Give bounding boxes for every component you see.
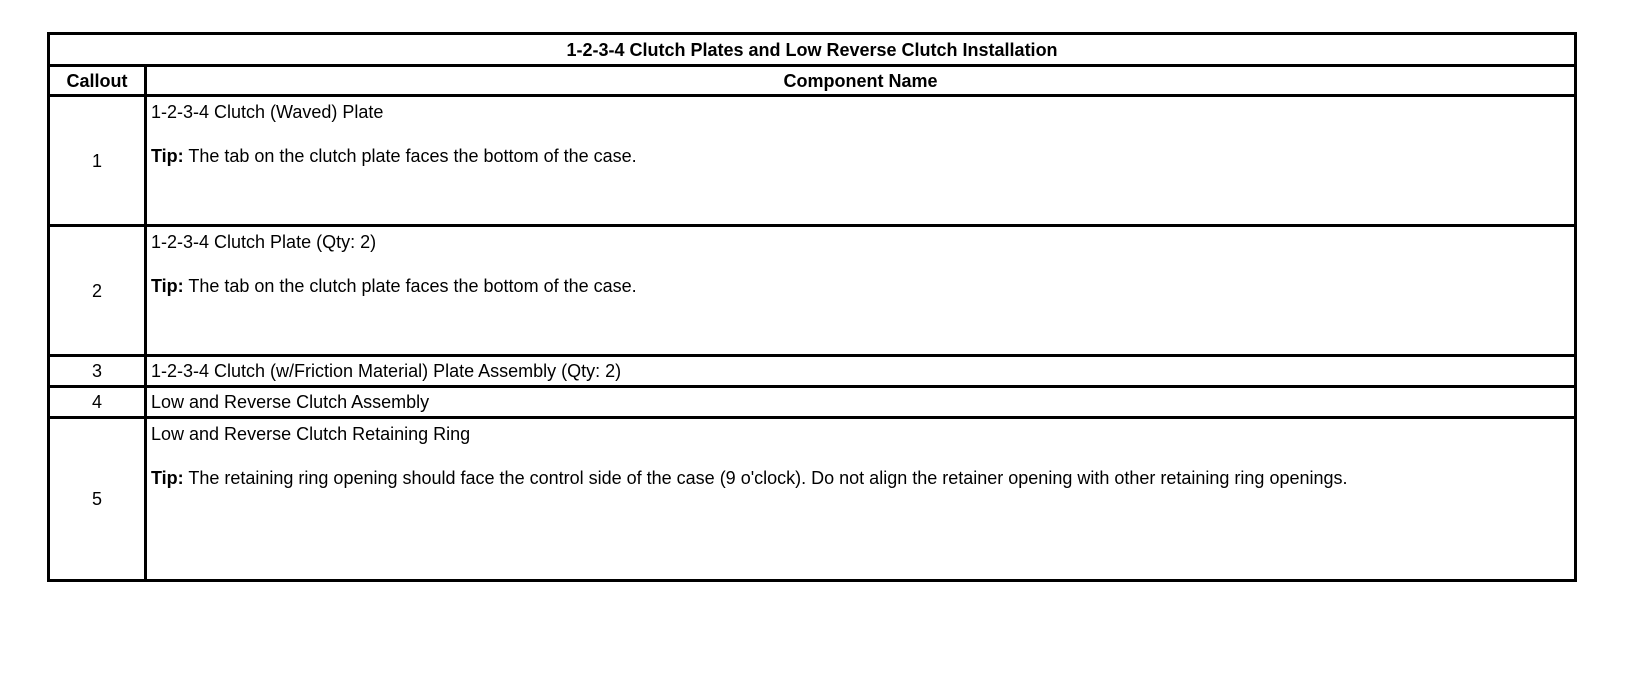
callout-number: 3 [49,356,146,387]
component-name: 1-2-3-4 Clutch (Waved) Plate [151,102,384,122]
tip-note [151,145,1570,167]
callout-number: 1 [49,96,146,226]
tip-note [151,275,1570,297]
tip-note [151,467,1570,489]
callout-number: 4 [49,387,146,418]
tip-text: The tab on the clutch plate faces the bottom of the case. [183,276,637,296]
component-name: 1-2-3-4 Clutch Plate (Qty: 2) [151,232,377,252]
component-name: Low and Reverse Clutch Assembly [146,387,1576,418]
component-name: 1-2-3-4 Clutch (w/Friction Material) Plate Assembly (Qty: 2) [146,356,1576,387]
table-header-row [49,66,1576,96]
callout-number: 5 [49,418,146,581]
tip-label: Tip: [151,146,184,166]
column-header-callout: Callout [49,66,146,96]
tip-text: The tab on the clutch plate faces the bottom of the case. [183,146,637,166]
component-cell [146,418,1576,581]
table-title: 1-2-3-4 Clutch Plates and Low Reverse Clutch Installation [49,34,1576,66]
component-table [47,32,1577,582]
column-header-component-name: Component Name [146,66,1576,96]
table-title-row [49,34,1576,66]
component-table-container [47,32,1577,582]
table-row [49,96,1576,226]
tip-text: The retaining ring opening should face the control side of the case (9 o'clock). Do not align the retainer opening with other retaining ring openings. [183,468,1348,488]
table-row [49,418,1576,581]
component-name: Low and Reverse Clutch Retaining Ring [151,424,471,444]
table-row [49,226,1576,356]
tip-label: Tip: [151,468,184,488]
table-row [49,356,1576,387]
tip-label: Tip: [151,276,184,296]
table-row [49,387,1576,418]
callout-number: 2 [49,226,146,356]
component-cell [146,226,1576,356]
component-cell [146,96,1576,226]
